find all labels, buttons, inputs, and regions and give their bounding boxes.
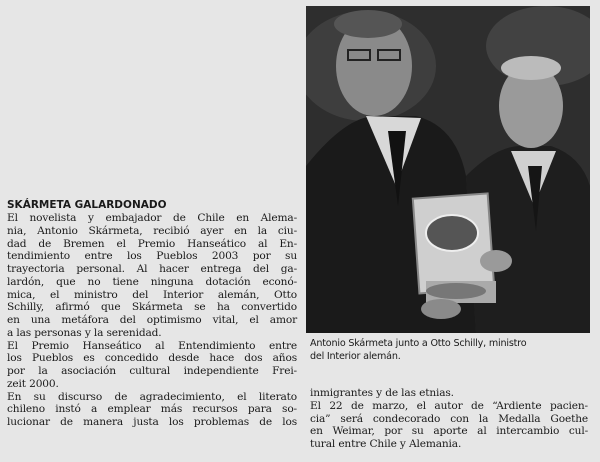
text-line: cia” será condecorado con la Medalla Goethe bbox=[310, 412, 588, 425]
article-right-column bbox=[310, 387, 588, 451]
text-line: nia, Antonio Skármeta, recibió ayer en la ciu- bbox=[7, 224, 297, 237]
text-line: tural entre Chile y Alemania. bbox=[310, 438, 462, 450]
caption-line: del Interior alemán. bbox=[310, 350, 401, 362]
text-line: El 22 de marzo, el autor de “Ardiente pacien- bbox=[310, 399, 588, 412]
caption-line: Antonio Skármeta junto a Otto Schilly, ministro bbox=[310, 338, 527, 349]
article-photo bbox=[306, 6, 590, 333]
text-line: zeit 2000. bbox=[7, 377, 59, 390]
text-line: en Weimar, por su aporte al intercambio cul- bbox=[310, 425, 588, 438]
text-line: en una metáfora del optimismo vital, el amor bbox=[7, 314, 297, 326]
text-line: trayectoria personal. Al hacer entrega del ga- bbox=[7, 263, 297, 275]
text-line: por la asociación cultural independiente Frei- bbox=[7, 365, 297, 377]
text-line: tendimiento entre los Pueblos 2003 por su bbox=[7, 250, 297, 263]
photo-caption bbox=[310, 338, 590, 363]
text-line: En su discurso de agradecimiento, el literato bbox=[7, 390, 297, 403]
text-line: El Premio Hanseático al Entendimiento entre bbox=[7, 339, 297, 352]
article-left-column bbox=[7, 199, 297, 429]
text-line: lardón, que no tiene ninguna dotación econó- bbox=[7, 275, 297, 288]
photo-illustration bbox=[306, 6, 590, 333]
text-line: inmigrantes y de las etnias. bbox=[310, 387, 454, 399]
text-line: los Pueblos es concedido desde hace dos años bbox=[7, 352, 297, 365]
text-line: mica, el ministro del Interior alemán, Otto bbox=[7, 288, 297, 301]
text-line: chileno instó a emplear más recursos para so- bbox=[7, 403, 297, 416]
text-line: El novelista y embajador de Chile en Alema- bbox=[7, 212, 297, 224]
text-line: a las personas y la serenidad. bbox=[7, 326, 162, 339]
text-line: lucionar de manera justa los problemas de los bbox=[7, 416, 297, 428]
article-headline: SKÁRMETA GALARDONADO bbox=[7, 199, 167, 211]
text-line: dad de Bremen el Premio Hanseático al En- bbox=[7, 237, 297, 250]
text-line: Schilly, afirmó que Skármeta se ha convertido bbox=[7, 301, 297, 314]
